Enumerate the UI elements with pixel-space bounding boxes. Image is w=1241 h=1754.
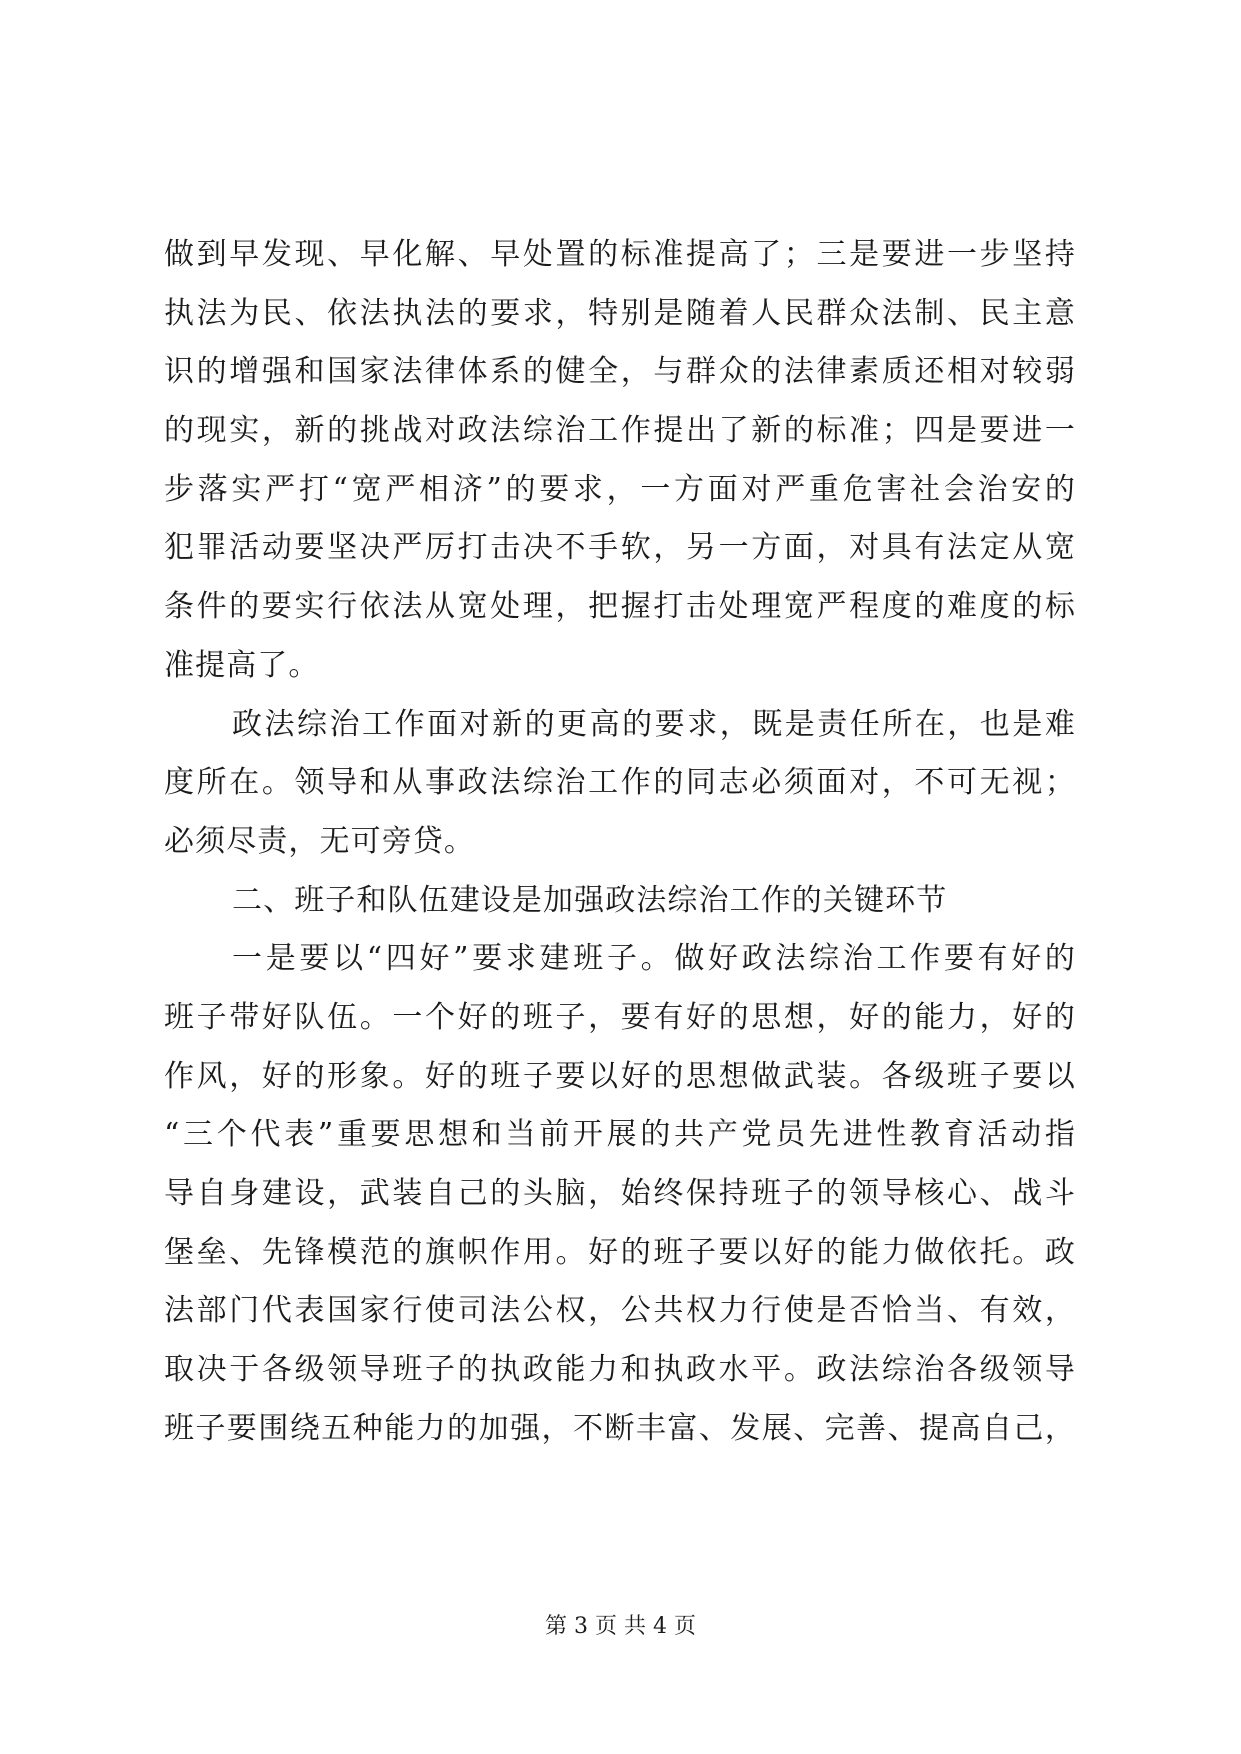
text-line: 犯罪活动要坚决严厉打击决不手软，另一方面，对具有法定从宽 [164,530,1076,566]
text-line: 必须尽责，无可旁贷。 [164,823,475,859]
text-line: 步落实严打“宽严相济”的要求，一方面对严重危害社会治安的 [164,471,1076,507]
text-line: 准提高了。 [164,647,320,683]
text-line: 导自身建设，武装自己的头脑，始终保持班子的领导核心、战斗 [164,1176,1076,1211]
paragraph-first-line: 政法综治工作面对新的更高的要求，既是责任所在，也是难 [232,706,1076,742]
text-line: 法部门代表国家行使司法公权，公共权力行使是否恰当、有效， [164,1293,1076,1329]
text-line: 的现实，新的挑战对政法综治工作提出了新的标准；四是要进一 [164,413,1076,449]
text-line: 取决于各级领导班子的执政能力和执政水平。政法综治各级领导 [164,1352,1076,1388]
text-line: “三个代表”重要思想和当前开展的共产党员先进性教育活动指 [164,1117,1076,1153]
text-line: 度所在。领导和从事政法综治工作的同志必须面对，不可无视； [164,765,1076,801]
text-line: 班子带好队伍。一个好的班子，要有好的思想，好的能力，好的 [164,999,1076,1035]
text-line: 堡垒、先锋模范的旗帜作用。好的班子要以好的能力做依托。政 [164,1234,1076,1270]
text-line: 做到早发现、早化解、早处置的标准提高了；三是要进一步坚持 [164,237,1076,272]
text-line: 执法为民、依法执法的要求，特别是随着人民群众法制、民主意 [164,295,1076,331]
section-heading: 二、班子和队伍建设是加强政法综治工作的关键环节 [232,882,948,918]
page-number-footer: 第 3 页 共 4 页 [545,1614,696,1639]
text-line: 班子要围绕五种能力的加强，不断丰富、发展、完善、提高自己， [164,1410,1076,1446]
text-line: 作风，好的形象。好的班子要以好的思想做武装。各级班子要以 [164,1058,1076,1094]
document-body [164,226,1076,1458]
paragraph-first-line: 一是要以“四好”要求建班子。做好政法综治工作要有好的 [232,941,1076,977]
text-line: 条件的要实行依法从宽处理，把握打击处理宽严程度的难度的标 [164,589,1076,625]
text-line: 识的增强和国家法律体系的健全，与群众的法律素质还相对较弱 [164,354,1076,390]
